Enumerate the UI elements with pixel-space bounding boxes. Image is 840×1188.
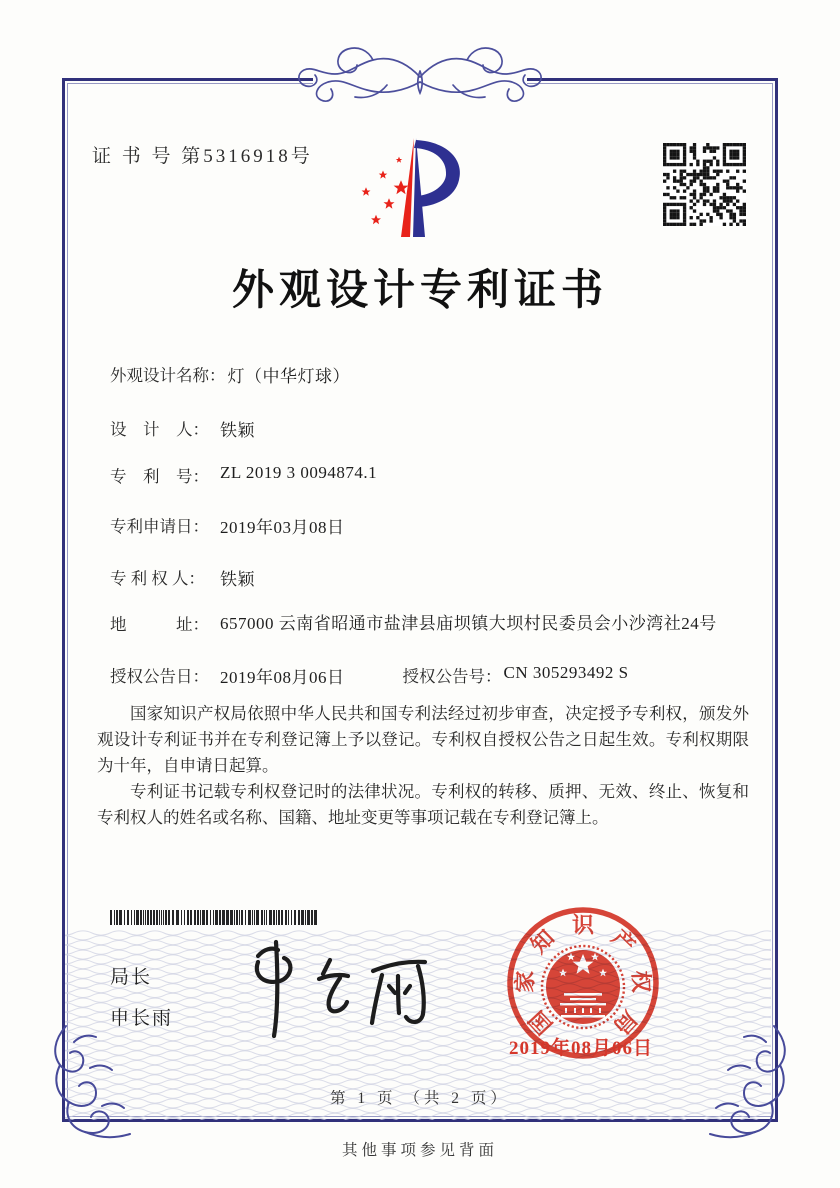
field-value: 2019年03月08日 (220, 518, 345, 537)
svg-text:识: 识 (571, 912, 595, 938)
barcode (110, 910, 318, 925)
corner-flourish-ornament-icon (704, 1020, 796, 1142)
certificate-title: 外观设计专利证书 (231, 268, 608, 314)
field-label: 地 址： (110, 615, 209, 634)
svg-text:知: 知 (525, 924, 560, 959)
field-label: 授权公告号： (402, 667, 502, 686)
svg-text:权: 权 (628, 970, 654, 993)
field-value: 铁颖 (220, 570, 255, 589)
certificate-number: 证 书 号 第5316918号 (92, 146, 313, 167)
cnipa-logo-icon (352, 134, 482, 246)
field-label: 专 利 号： (110, 467, 209, 486)
field-value: 657000 云南省昭通市盐津县庙坝镇大坝村民委员会小沙湾社24号 (220, 614, 717, 633)
director-signature-icon (232, 934, 437, 1042)
page-number: 第 1 页 （共 2 页） (330, 1090, 510, 1107)
field-row-grant (110, 663, 629, 688)
qr-code (663, 143, 746, 226)
field-row-patentee (110, 565, 255, 590)
field-value: CN 305293492 S (503, 663, 629, 682)
field-row-patent-no (110, 463, 377, 487)
field-value: ZL 2019 3 0094874.1 (220, 463, 378, 482)
corner-flourish-ornament-icon (44, 1020, 136, 1142)
field-row-filing-date (110, 513, 345, 538)
svg-text:国: 国 (523, 1005, 558, 1040)
field-label: 授权公告日： (110, 667, 209, 686)
field-label: 外观设计名称： (110, 366, 226, 385)
seal-date: 2019年08月06日 (509, 1038, 654, 1059)
field-row-designer (110, 416, 255, 441)
director-name: 申长雨 (110, 1008, 174, 1029)
legal-text-block (97, 701, 749, 831)
field-value: 灯（中华灯球） (227, 367, 350, 386)
director-title: 局长 (110, 967, 153, 988)
legal-paragraph-2: 专利证书记载专利权登记时的法律状况。专利权的转移、质押、无效、终止、恢复和专利权人的姓名或名称、国籍、地址变更等事项记载在专利登记簿上。 (97, 782, 749, 827)
legal-paragraph-1: 国家知识产权局依照中华人民共和国专利法经过初步审查，决定授予专利权，颁发外观设计专利证书并在专利登记簿上予以登记。专利权自授权公告之日起生效。专利权期限为十年，自申请日起算。 (97, 704, 749, 775)
svg-text:局: 局 (608, 1005, 643, 1040)
svg-text:产: 产 (606, 924, 641, 959)
field-label: 专利申请日： (110, 517, 209, 536)
top-flourish-ornament-icon (275, 33, 565, 119)
field-label: 设 计 人： (110, 420, 209, 439)
field-label: 专 利 权 人： (110, 569, 205, 588)
field-value: 铁颖 (220, 421, 255, 440)
field-row-address (110, 611, 725, 636)
field-value: 2019年08月06日 (220, 668, 345, 687)
back-side-note: 其他事项参见背面 (341, 1142, 498, 1159)
svg-text:家: 家 (512, 970, 538, 993)
field-row-design-name (110, 362, 350, 387)
